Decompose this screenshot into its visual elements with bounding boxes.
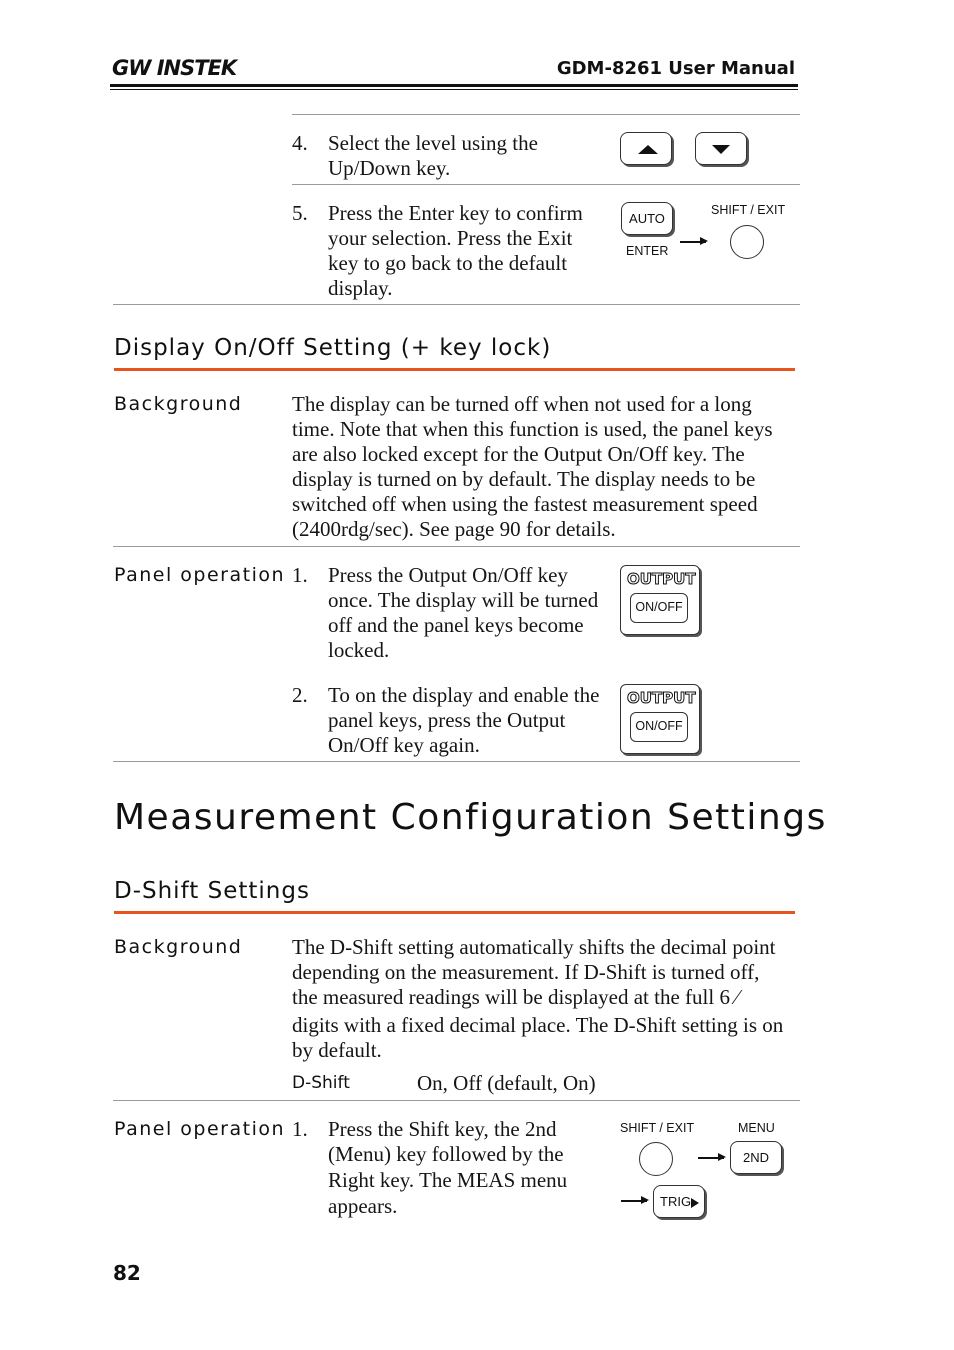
step-line: To on the display and enable the (328, 683, 600, 707)
chapter-title: Measurement Configuration Settings (114, 797, 827, 838)
step-line: off and the panel keys become (328, 613, 584, 637)
shift-exit-key (730, 225, 764, 259)
text-line: the measured readings will be displayed at the full 6 ⁄ (292, 985, 739, 1009)
step-line: On/Off key again. (328, 733, 480, 757)
down-arrow-icon (696, 133, 748, 166)
step-number: 5. (292, 201, 308, 225)
enter-label: ENTER (626, 244, 669, 258)
step-1-text (328, 1117, 567, 1219)
shift-exit-label: SHIFT / EXIT (711, 203, 786, 217)
step-line: (Menu) key followed by the (328, 1142, 564, 1166)
step-2-text (328, 683, 599, 758)
header-rule (110, 84, 798, 87)
text-line: are also locked except for the Output On/Off key. The (292, 442, 745, 466)
divider (113, 304, 800, 305)
step-line: Press the Enter key to confirm (328, 201, 583, 225)
step-line: your selection. Press the Exit (328, 226, 573, 250)
step-line: Up/Down key. (328, 156, 451, 180)
text-line: time. Note that when this function is used, the panel keys (292, 417, 773, 441)
2nd-key (730, 1141, 782, 1174)
output-on-off-key (620, 684, 700, 754)
text-line: The D-Shift setting automatically shifts the decimal point (292, 935, 776, 959)
2nd-key-label: 2ND (742, 1150, 769, 1165)
arrow-icon (621, 1200, 647, 1202)
on-off-label: ON/OFF (630, 593, 688, 623)
arrow-icon (698, 1157, 724, 1159)
step-line: once. The display will be turned (328, 588, 599, 612)
divider (292, 184, 800, 185)
background-text (292, 392, 802, 542)
background-label: Background (114, 936, 243, 958)
step-line: appears. (328, 1194, 398, 1218)
section-title: Display On/Off Setting (+ key lock) (114, 335, 552, 361)
text-line: digits with a fixed decimal place. The D-Shift setting is on (292, 1013, 784, 1037)
step-number: 2. (292, 683, 308, 707)
trig-key (653, 1185, 705, 1218)
step-line: Right key. The MEAS menu (328, 1168, 568, 1192)
background-label: Background (114, 393, 243, 415)
up-arrow-icon (621, 133, 673, 166)
divider (113, 546, 800, 547)
trig-key-label: TRIG (660, 1194, 692, 1209)
auto-enter-key (621, 202, 673, 235)
step-number: 1. (292, 1117, 308, 1141)
header-rule-thin (110, 89, 798, 90)
brand-logo: GW INSTEK (112, 56, 237, 80)
text-line: The display can be turned off when not used for a long (292, 392, 752, 416)
output-label: OUTPUT (627, 570, 696, 588)
right-triangle-icon (690, 1198, 700, 1208)
text-line: display is turned on by default. The display needs to be (292, 467, 756, 491)
step-line: Select the level using the (328, 131, 538, 155)
param-name: D-Shift (292, 1073, 350, 1093)
step-line: key to go back to the default (328, 251, 568, 275)
output-on-off-key (620, 565, 700, 635)
section-title: D-Shift Settings (114, 878, 310, 904)
on-off-label: ON/OFF (630, 712, 688, 742)
shift-exit-label: SHIFT / EXIT (620, 1121, 695, 1135)
section-rule (114, 911, 795, 914)
shift-exit-key (639, 1142, 673, 1176)
text-line: switched off when using the fastest measurement speed (292, 492, 758, 516)
panel-operation-label: Panel operation (114, 1118, 286, 1140)
step-1-text (328, 563, 598, 663)
section-rule (114, 368, 795, 371)
manual-title: GDM-8261 User Manual (556, 58, 795, 79)
step-number: 1. (292, 563, 308, 587)
divider (113, 761, 800, 762)
arrow-icon (680, 241, 706, 243)
auto-key-label: AUTO (629, 211, 665, 226)
down-key (695, 132, 747, 165)
background-text (292, 935, 802, 1063)
step-number: 4. (292, 131, 308, 155)
divider (292, 114, 800, 115)
panel-operation-label: Panel operation (114, 564, 286, 586)
step-5-text (328, 201, 583, 301)
param-value: On, Off (default, On) (417, 1071, 596, 1095)
page-number: 82 (113, 1261, 141, 1285)
step-line: Press the Shift key, the 2nd (328, 1117, 557, 1141)
text-line: depending on the measurement. If D-Shift is turned off, (292, 960, 760, 984)
divider (113, 1100, 800, 1101)
step-line: panel keys, press the Output (328, 708, 566, 732)
output-label: OUTPUT (627, 689, 696, 707)
step-line: display. (328, 276, 393, 300)
up-key (620, 132, 672, 165)
menu-label: MENU (738, 1121, 775, 1135)
step-4-text (328, 131, 538, 181)
step-line: locked. (328, 638, 390, 662)
text-line: by default. (292, 1038, 382, 1062)
text-line: (2400rdg/sec). See page 90 for details. (292, 517, 616, 541)
step-line: Press the Output On/Off key (328, 563, 568, 587)
